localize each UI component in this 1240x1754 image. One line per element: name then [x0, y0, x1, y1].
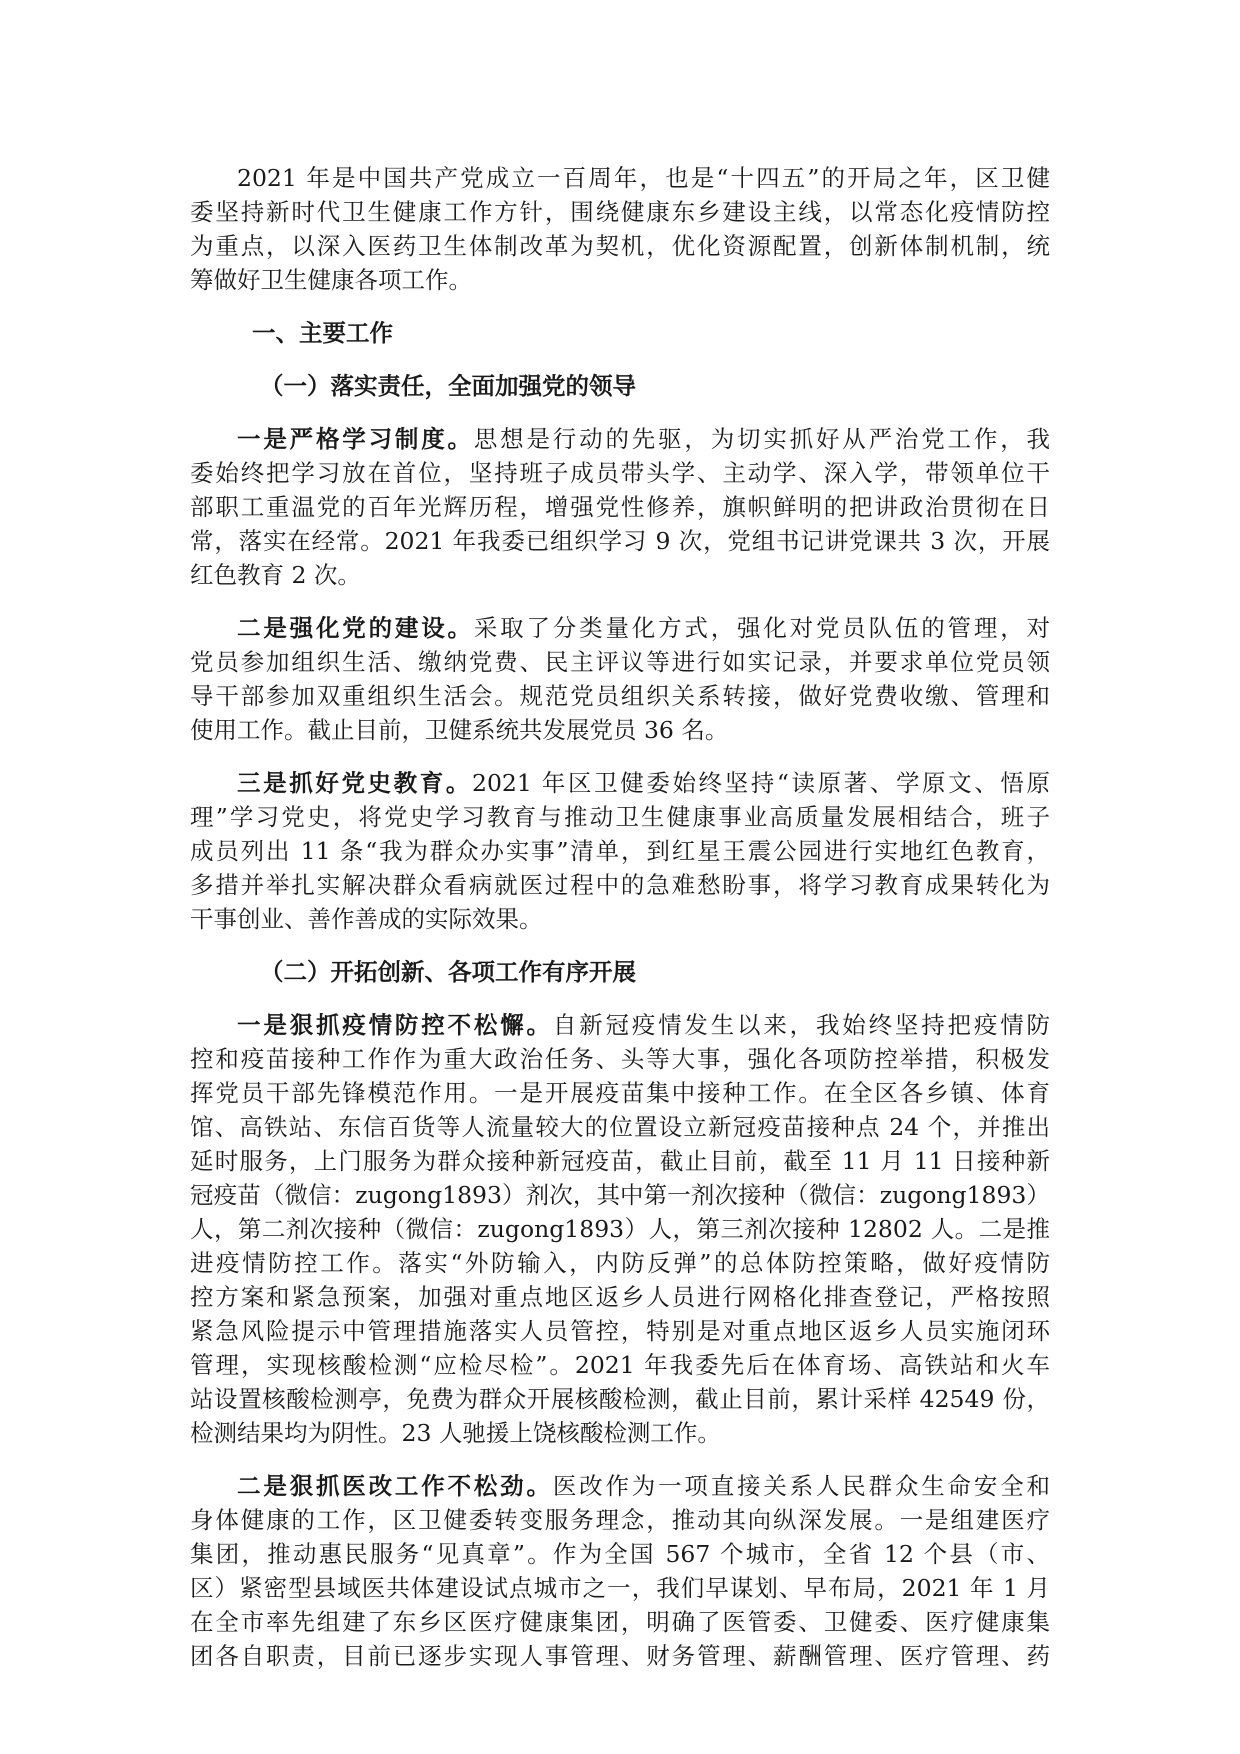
- paragraph-first-line: [190, 611, 1050, 645]
- paragraph-line: 团各自职责，目前已逐步实现人事管理、财务管理、薪酬管理、医疗管理、药: [190, 1642, 1050, 1670]
- paragraph-line: 进疫情防控工作。落实“外防输入，内防反弹”的总体防控策略，做好疫情防: [190, 1249, 1050, 1277]
- intro-paragraph: [190, 161, 1050, 297]
- paragraph-line: 挥党员干部先锋模范作用。一是开展疫苗集中接种工作。在全区各乡镇、体育: [190, 1079, 1050, 1107]
- paragraph-line: 筹做好卫生健康各项工作。: [190, 266, 472, 294]
- paragraph-line: 党员参加组织生活、缴纳党费、民主评议等进行如实记录，并要求单位党员领: [190, 648, 1050, 676]
- paragraph-study-system: [190, 422, 1050, 592]
- paragraph-first-rest: 2021 年区卫健委始终坚持“读原著、学原文、悟原: [472, 769, 1050, 797]
- paragraph-line: 管理，实现核酸检测“应检尽检”。2021 年我委先后在体育场、高铁站和火车: [190, 1351, 1050, 1379]
- paragraph-medical-reform: [190, 1469, 1050, 1673]
- paragraph-first-rest: 思想是行动的先驱，为切实抓好从严治党工作，我: [473, 425, 1051, 453]
- paragraph-line: 红色教育 2 次。: [190, 561, 361, 589]
- paragraph-line: 在全市率先组建了东乡区医疗健康集团，明确了医管委、卫健委、医疗健康集: [190, 1608, 1050, 1636]
- subsection-heading-innovation: [190, 955, 1050, 989]
- paragraph-line: 使用工作。截止目前，卫健系统共发展党员 36 名。: [190, 716, 729, 744]
- paragraph-line: 人，第二剂次接种（微信：zugong1893）人，第三剂次接种 12802 人。二是推: [190, 1215, 1050, 1243]
- paragraph-lead: 二是狠抓医改工作不松劲。: [237, 1472, 553, 1500]
- paragraph-line: 多措并举扎实解决群众看病就医过程中的急难愁盼事，将学习教育成果转化为: [190, 871, 1050, 899]
- paragraph-line: 2021 年是中国共产党成立一百周年，也是“十四五”的开局之年，区卫健: [237, 164, 1050, 192]
- paragraph-epidemic-control: [190, 1008, 1050, 1450]
- paragraph-lead: 三是抓好党史教育。: [237, 769, 472, 797]
- paragraph-line: 延时服务，上门服务为群众接种新冠疫苗，截止目前，截至 11 月 11 日接种新: [190, 1147, 1050, 1175]
- paragraph-first-rest: 医改作为一项直接关系人民群众生命安全和: [552, 1472, 1051, 1500]
- paragraph-line: 紧急风险提示中管理措施落实人员管控，特别是对重点地区返乡人员实施闭环: [190, 1317, 1050, 1345]
- paragraph-line: 馆、高铁站、东信百货等人流量较大的位置设立新冠疫苗接种点 24 个，并推出: [190, 1113, 1050, 1141]
- paragraph-line: 干事创业、善作善成的实际效果。: [190, 905, 543, 933]
- paragraph-first-line: [190, 766, 1050, 800]
- paragraph-party-building: [190, 611, 1050, 747]
- paragraph-line: 检测结果均为阴性。23 人驰援上饶核酸检测工作。: [190, 1419, 721, 1447]
- subsection-heading: （二）开拓创新、各项工作有序开展: [260, 958, 636, 986]
- paragraph-line: 区）紧密型县域医共体建设试点城市之一，我们早谋划、早布局，2021 年 1 月: [190, 1574, 1050, 1602]
- subsection-heading-party-leadership: [190, 369, 1050, 403]
- paragraph-line: 常，落实在经常。2021 年我委已组织学习 9 次，党组书记讲党课共 3 次，开展: [190, 527, 1050, 555]
- document-body: [190, 161, 1050, 1692]
- paragraph-lead: 一是狠抓疫情防控不松懈。: [237, 1011, 553, 1039]
- section-heading-main-work: [190, 316, 1050, 350]
- paragraph-line: 身体健康的工作，区卫健委转变服务理念，推动其向纵深发展。一是组建医疗: [190, 1506, 1050, 1534]
- paragraph-line: 导干部参加双重组织生活会。规范党员组织关系转接，做好党费收缴、管理和: [190, 682, 1050, 710]
- paragraph-party-history: [190, 766, 1050, 936]
- paragraph-line: 成员列出 11 条“我为群众办实事”清单，到红星王震公园进行实地红色教育，: [190, 837, 1050, 865]
- paragraph-line: 委坚持新时代卫生健康工作方针，围绕健康东乡建设主线，以常态化疫情防控: [190, 198, 1050, 226]
- paragraph-line: 为重点，以深入医药卫生体制改革为契机，优化资源配置，创新体制机制，统: [190, 232, 1050, 260]
- paragraph-lead: 一是严格学习制度。: [237, 425, 474, 453]
- paragraph-line: 部职工重温党的百年光辉历程，增强党性修养，旗帜鲜明的把讲政治贯彻在日: [190, 493, 1050, 521]
- paragraph-line: 控方案和紧急预案，加强对重点地区返乡人员进行网格化排查登记，严格按照: [190, 1283, 1050, 1311]
- paragraph-line: 委始终把学习放在首位，坚持班子成员带头学、主动学、深入学，带领单位干: [190, 459, 1050, 487]
- paragraph-line: 冠疫苗（微信：zugong1893）剂次，其中第一剂次接种（微信：zugong1893）: [190, 1181, 1050, 1209]
- paragraph-line: 集团，推动惠民服务“见真章”。作为全国 567 个城市，全省 12 个县（市、: [190, 1540, 1050, 1568]
- paragraph-line: 站设置核酸检测亭，免费为群众开展核酸检测，截止目前，累计采样 42549 份，: [190, 1385, 1050, 1413]
- paragraph-first-line: [190, 1469, 1050, 1503]
- paragraph-first-rest: 采取了分类量化方式，强化对党员队伍的管理，对: [473, 614, 1051, 642]
- paragraph-first-line: [190, 422, 1050, 456]
- paragraph-line: 控和疫苗接种工作作为重大政治任务、头等大事，强化各项防控举措，积极发: [190, 1045, 1050, 1073]
- paragraph-first-line: [190, 1008, 1050, 1042]
- paragraph-line: 理”学习党史，将党史学习教育与推动卫生健康事业高质量发展相结合，班子: [190, 803, 1050, 831]
- section-heading: 一、主要工作: [252, 319, 393, 347]
- subsection-heading: （一）落实责任，全面加强党的领导: [260, 372, 636, 400]
- paragraph-lead: 二是强化党的建设。: [237, 614, 474, 642]
- paragraph-first-rest: 自新冠疫情发生以来，我始终坚持把疫情防: [552, 1011, 1051, 1039]
